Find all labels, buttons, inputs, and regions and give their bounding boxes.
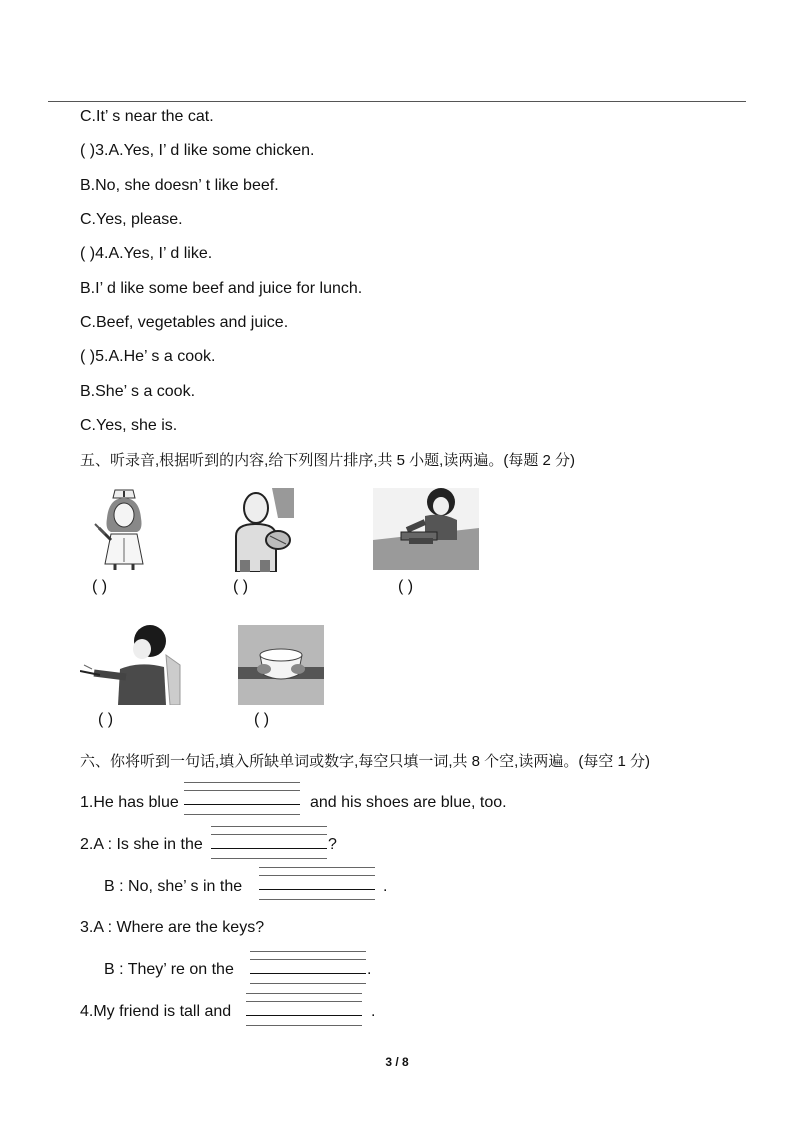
answer-paren-4[interactable]: ( ) — [98, 711, 114, 728]
q1-text-after: and his shoes are blue, too. — [310, 794, 507, 811]
page-number: 3 / 8 — [385, 1055, 409, 1069]
q1-text-before: 1.He has blue — [80, 794, 179, 811]
question-line: ( )5.A.He’ s a cook. — [80, 348, 216, 365]
option-line: B.She’ s a cook. — [80, 383, 196, 400]
option-line: B.I’ d like some beef and juice for lunch. — [80, 280, 363, 297]
option-line: B.No, she doesn’ t like beef. — [80, 177, 279, 194]
section-6-heading: 六、你将听到一句话,填入所缺单词或数字,每空只填一词,共 8 个空,读两遍。(每空 1 分) — [80, 753, 651, 770]
option-line: C.Yes, she is. — [80, 417, 178, 434]
cook-man-picture — [228, 488, 294, 572]
option-line: C.Yes, please. — [80, 211, 183, 228]
answer-paren-5[interactable]: ( ) — [254, 711, 270, 728]
bowl-picture — [238, 625, 324, 705]
answer-paren-1[interactable]: ( ) — [92, 578, 108, 595]
q4-text-after: . — [371, 1003, 376, 1020]
boy-writing-picture — [80, 625, 182, 705]
nurse-picture — [93, 488, 155, 570]
option-line: C.Beef, vegetables and juice. — [80, 314, 289, 331]
q2a-text-after: ? — [328, 836, 337, 853]
q3b-text-before: B : They’ re on the — [104, 961, 234, 978]
woman-cooking-picture — [373, 488, 479, 570]
q4-text-before: 4.My friend is tall and — [80, 1003, 232, 1020]
q3b-text-after: . — [367, 961, 372, 978]
q3a-text: 3.A : Where are the keys? — [80, 919, 265, 936]
option-line: C.It’ s near the cat. — [80, 108, 214, 125]
header-rule — [48, 101, 746, 102]
answer-paren-3[interactable]: ( ) — [398, 578, 414, 595]
q2a-text-before: 2.A : Is she in the — [80, 836, 203, 853]
question-line: ( )3.A.Yes, I’ d like some chicken. — [80, 142, 315, 159]
q2b-text-before: B : No, she’ s in the — [104, 878, 243, 895]
question-line: ( )4.A.Yes, I’ d like. — [80, 245, 213, 262]
section-5-heading: 五、听录音,根据听到的内容,给下列图片排序,共 5 小题,读两遍。(每题 2 分) — [80, 452, 576, 469]
q2b-text-after: . — [383, 878, 388, 895]
answer-paren-2[interactable]: ( ) — [233, 578, 249, 595]
